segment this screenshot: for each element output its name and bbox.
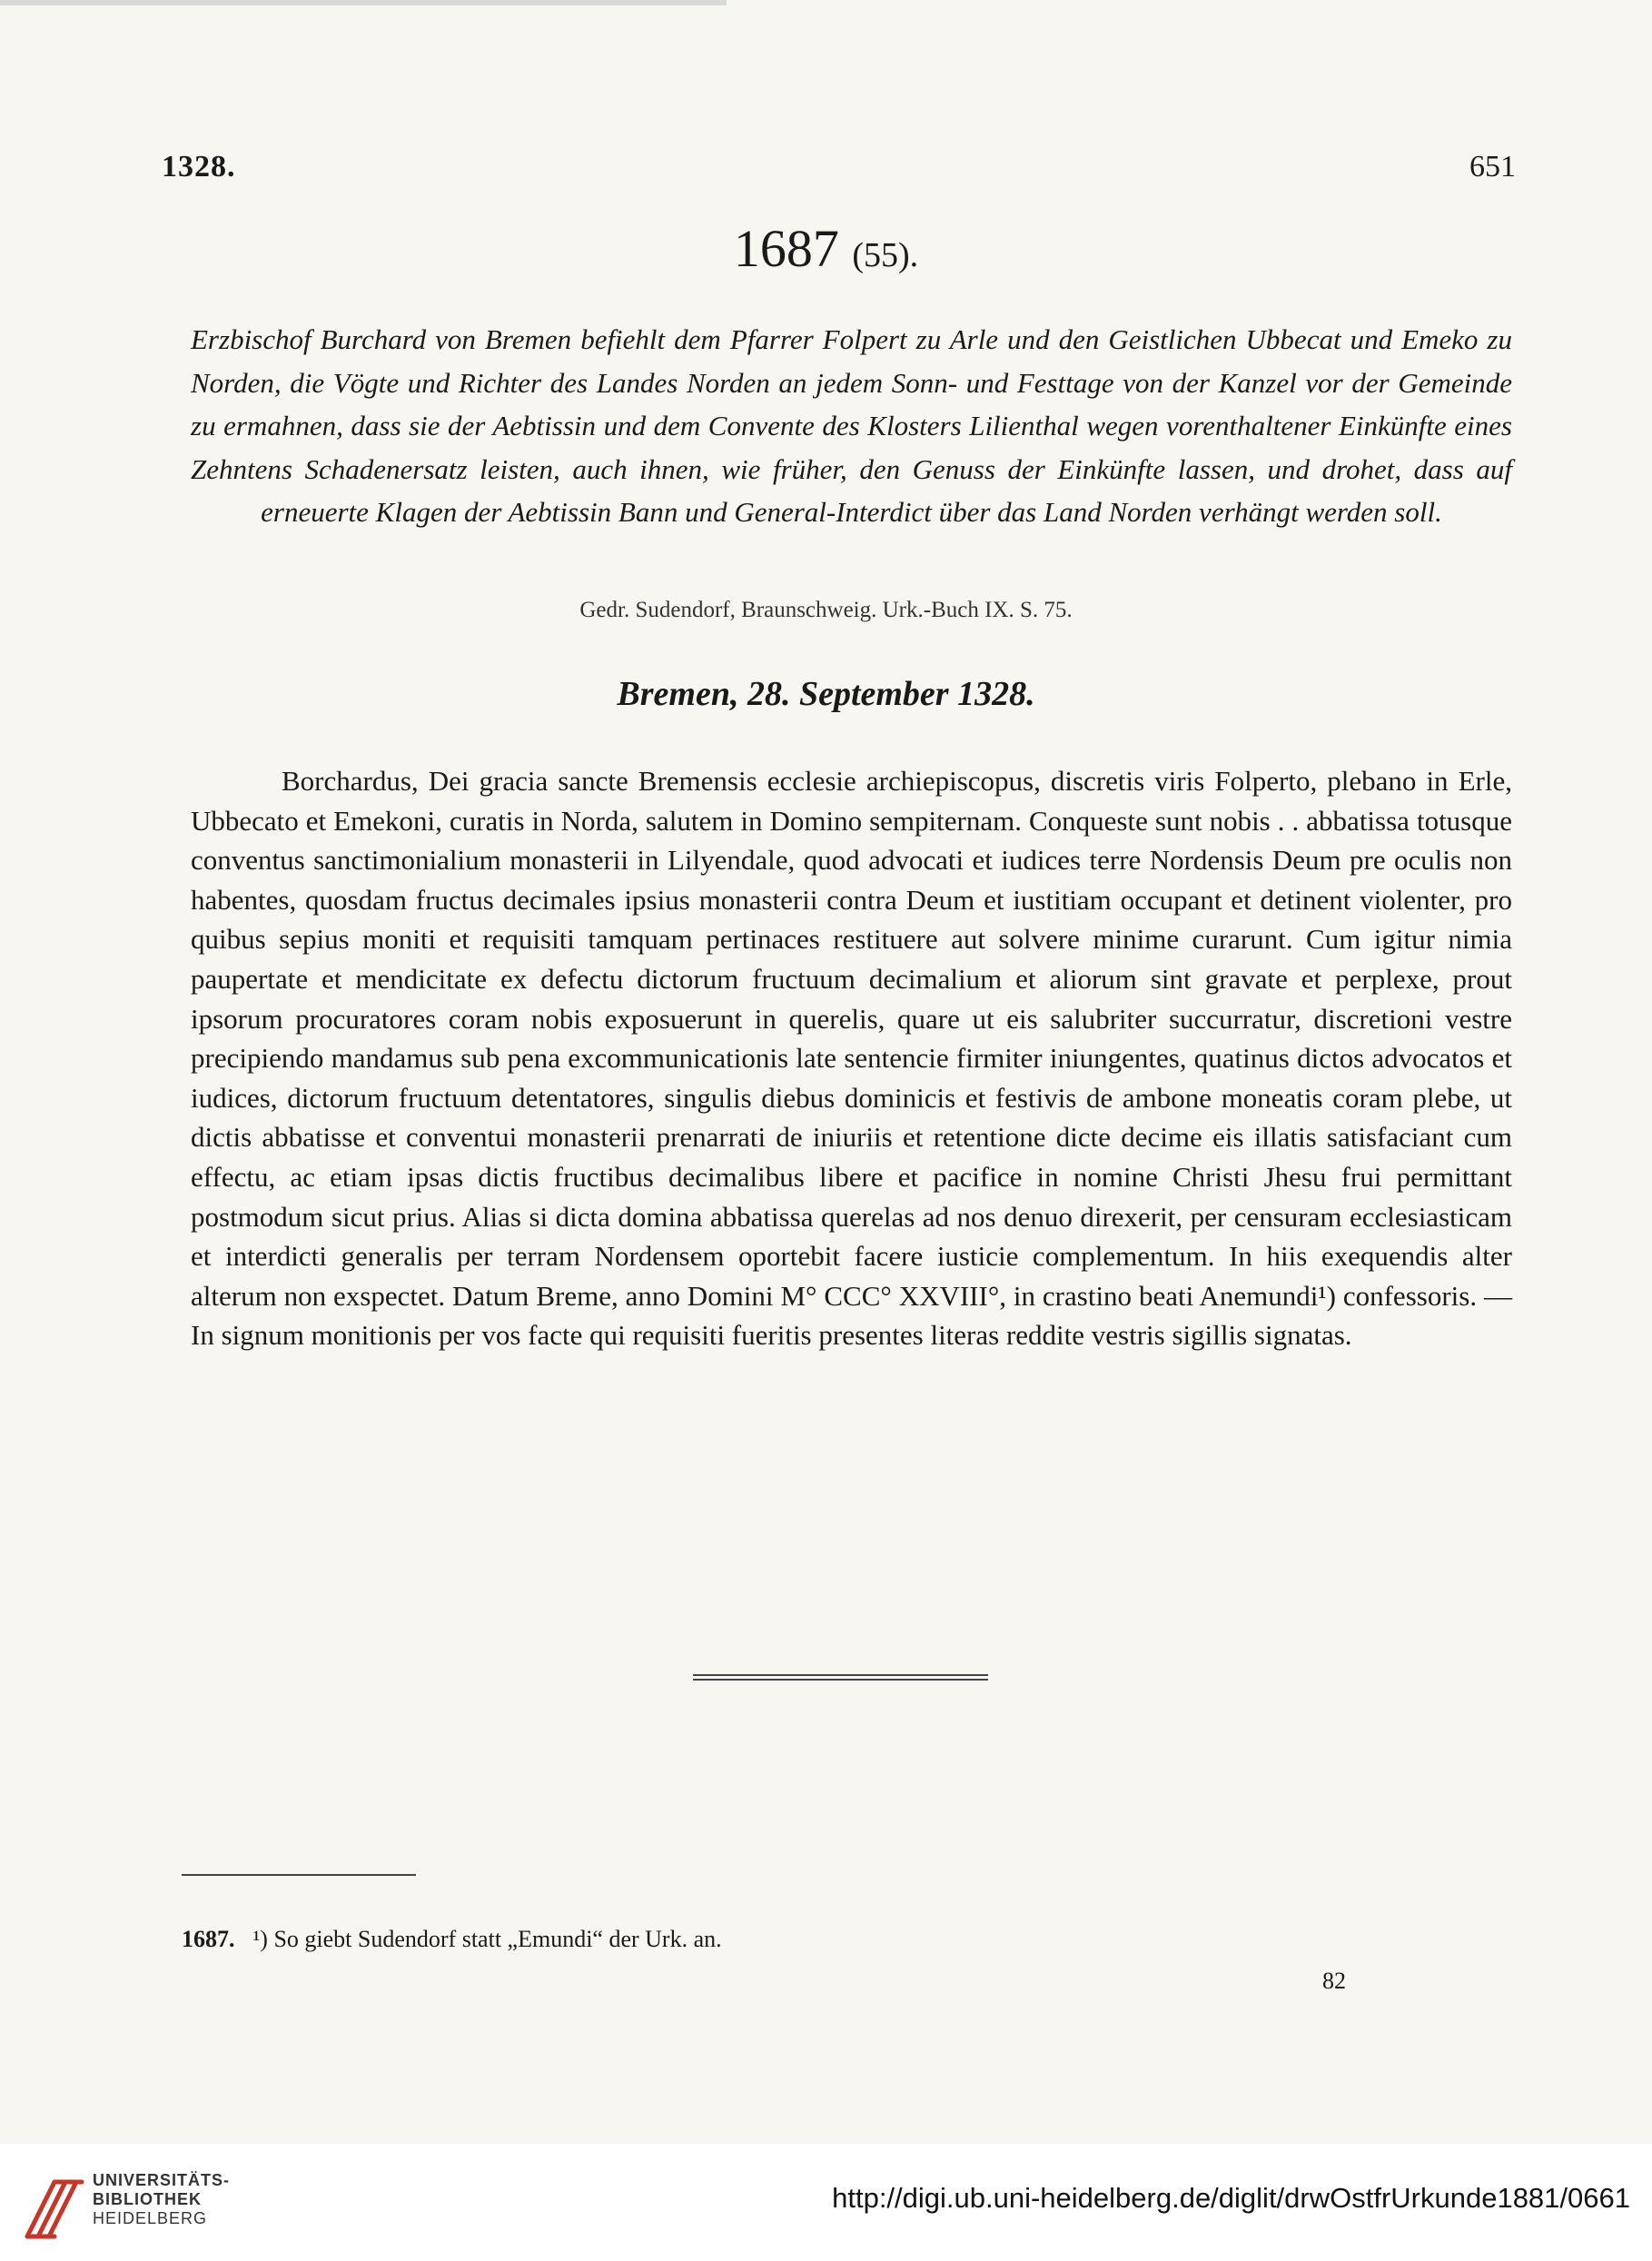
running-header-year: 1328.	[162, 150, 236, 183]
library-name-line2: BIBLIOTHEK	[93, 2190, 202, 2208]
source-citation: Gedr. Sudendorf, Braunschweig. Urk.-Buch IX. S. 75.	[579, 598, 1073, 622]
ub-heidelberg-logo-icon	[18, 2164, 93, 2246]
digitization-footer	[0, 2144, 1652, 2261]
footnote-divider	[182, 1874, 416, 1876]
library-name-line1: UNIVERSITÄTS-	[93, 2171, 231, 2189]
footnote-text: ¹) So giebt Sudendorf statt „Emundi“ der Urk. an.	[252, 1926, 722, 1952]
regest-summary: Erzbischof Burchard von Bremen befiehlt dem Pfarrer Folpert zu Arle und den Geistlichen Ubbecat und Emeko zu Norden, die Vögte und Richter des Landes Norden an jedem Sonn- und Festtage von der Kanzel vor der Gemeinde zu ermahnen, dass sie der Aebtissin und dem Convente des Klosters Lilienthal wegen vorenthaltener Einkünfte eines Zehntens Schadenersatz leisten, auch ihnen, wie früher, den Genuss der Einkünfte lassen, und drohet, dass auf erneuerte Klagen der Aebtissin Bann und General-Interdict über das Land Norden verhängt werden soll.	[191, 323, 1512, 528]
document-number-sub: (55).	[852, 236, 919, 274]
library-name-line3: HEIDELBERG	[93, 2209, 208, 2227]
section-divider	[693, 1674, 988, 1683]
footnote-number: 1687.	[182, 1926, 235, 1952]
document-number	[0, 218, 1652, 279]
permalink-url[interactable]: http://digi.ub.uni-heidelberg.de/diglit/drwOstfrUrkunde1881/0661	[832, 2182, 1630, 2214]
document-number-main: 1687	[733, 219, 839, 278]
scan-edge	[0, 0, 727, 5]
charter-text: Borchardus, Dei gracia sancte Bremensis ecclesie archiepiscopus, discretis viris Folperto, plebano in Erle, Ubbecato et Emekoni, curatis in Norda, salutem in Domino sempiternam. Conqueste sunt nobis . . abbatissa totusque conventus sanctimonialium monasterii in Lilyendale, quod advocati et iudices terre Nordensis Deum pre oculis non habentes, quosdam fructus decimales ipsius monasterii contra Deum et iustitiam occupant et detinent violenter, pro quibus sepius moniti et requisiti tamquam pertinaces restituere aut solvere minime curarunt. Cum igitur nimia paupertate et mendicitate ex defectu dictorum fructuum decimalium et aliorum sint gravate et perplexe, prout ipsorum procuratores coram nobis exposuerunt in querelis, quare ut eis salubriter succurratur, discretioni vestre precipiendo mandamus sub pena excommunicationis late sentencie firmiter iniungentes, quatinus dictos advocatos et iudices, dictorum fructuum detentatores, singulis diebus dominicis et festivis de ambone moneatis coram plebe, ut dictis abbatisse et conventui monasterii prenarrati de iniuriis et retentione dicte decime eis illatis satisfaciant cum effectu, ac etiam ipsas dictis fructibus decimalibus libere et pacifice in nomine Christi Jhesu frui permittant postmodum sicut prius. Alias si dicta domina abbatissa querelas ad nos denuo direxerit, per censuram ecclesiasticam et interdicti generalis per terram Nordensem oportebit facere iusticie complementum. In hiis exequendis alter alterum non exspectet. Datum Breme, anno Domini M° CCC° XXVIII°, in crastino beati Anemundi¹) confessoris. — In signum monitionis per vos facte qui requisiti fueritis presentes literas reddite vestris sigillis signatas.	[191, 765, 1512, 1352]
dateline: Bremen, 28. September 1328.	[617, 675, 1035, 713]
library-name	[93, 2171, 230, 2228]
page-number: 651	[1469, 150, 1516, 183]
signature-mark: 82	[1322, 1968, 1346, 1994]
footnote	[182, 1926, 722, 1953]
